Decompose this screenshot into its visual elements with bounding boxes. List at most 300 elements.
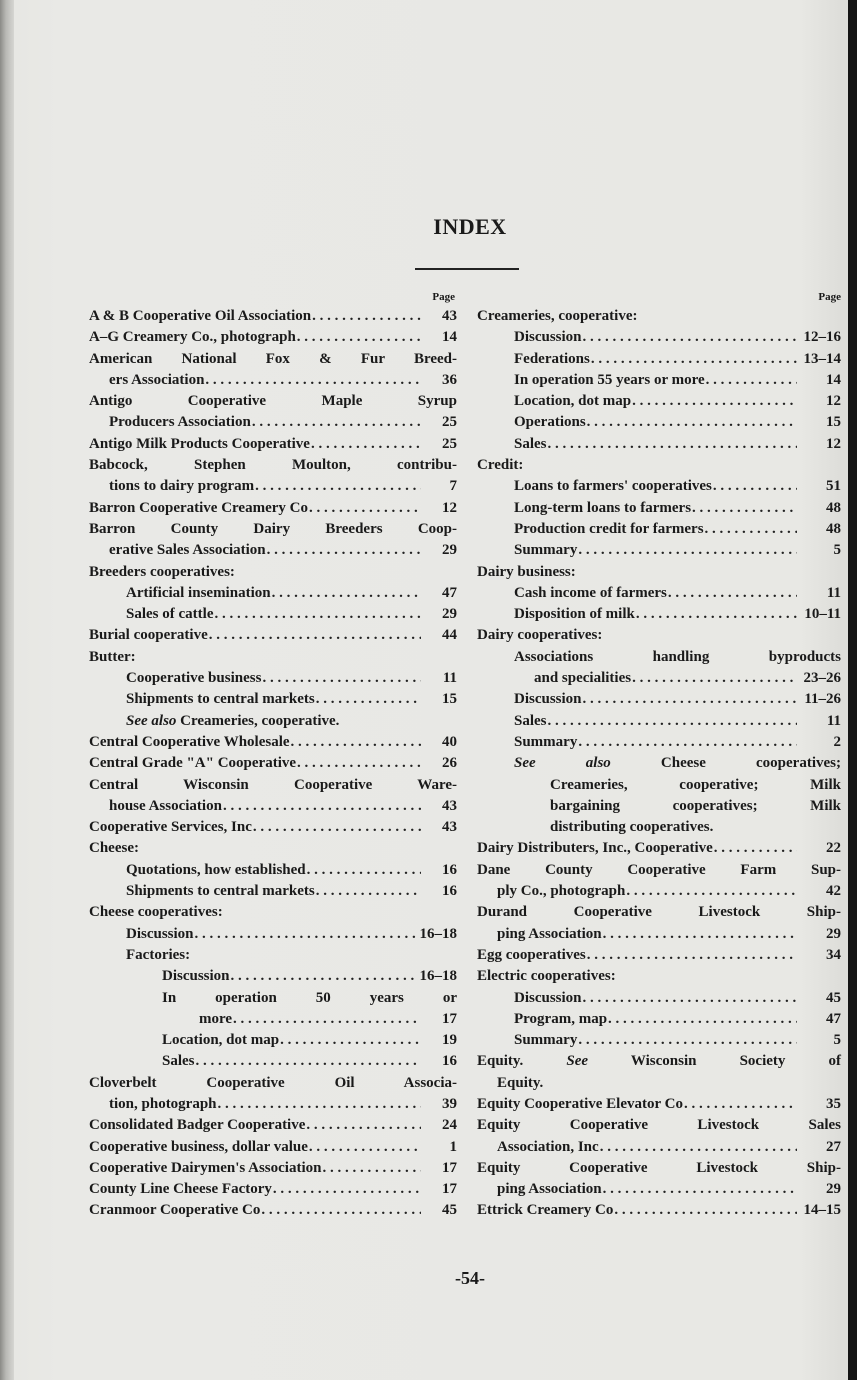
entry-page: 13–14 [803,350,841,367]
entry-page: 11 [826,584,841,601]
entry-line [89,370,457,391]
entry-page: 17 [442,1159,457,1176]
entry-line [477,945,841,966]
entry-text: Central Grade "A" Cooperative [89,755,297,772]
dot-leader [603,924,797,945]
entry-line [89,1094,457,1115]
dot-leader [311,434,421,455]
entry-page: 29 [826,925,841,942]
index-entry [477,689,841,710]
index-entry [89,838,457,859]
see-label: See [566,1053,589,1070]
index-entry [89,924,457,945]
index-entry [477,327,841,348]
entry-page: 16 [442,883,457,900]
entry-page: 11 [442,670,457,687]
entry-line: Equity Cooperative Livestock Sales [477,1117,841,1134]
dot-leader [668,583,797,604]
index-column-left [89,288,457,1222]
index-entry [477,838,841,859]
dot-leader [636,604,797,625]
entry-line [89,668,457,689]
entry-line [477,349,841,370]
index-entry [477,391,841,412]
entry-line: distributing cooperatives. [550,819,714,836]
dot-leader [632,668,797,689]
index-entry [89,455,457,498]
entry-text: Discussion [514,329,582,346]
dot-leader [591,349,797,370]
entry-page: 12 [442,499,457,516]
entry-line [89,498,457,519]
index-entry [89,711,457,732]
dot-leader [312,306,421,327]
entry-page: 45 [826,989,841,1006]
entry-text: Central Cooperative Wholesale [89,733,290,750]
dot-leader [218,1094,421,1115]
entry-line [477,1137,841,1158]
index-entry [477,902,841,945]
index-entry [89,902,457,923]
entry-text: and specialities [534,670,632,687]
entry-line [89,881,457,902]
entry-page: 40 [442,733,457,750]
index-entry [477,540,841,561]
entry-page: 14 [826,371,841,388]
entry-page: 16 [442,861,457,878]
dot-leader [306,1115,421,1136]
entry-text: Dairy Distributers, Inc., Cooperative [477,840,713,857]
entry-page: 22 [826,840,841,857]
entry-text: Discussion [514,691,582,708]
index-entry [477,604,841,625]
entry-page: 47 [442,584,457,601]
dot-leader [261,1200,421,1221]
page-title: INDEX [433,214,507,239]
entry-line [477,327,841,348]
dot-leader [632,391,797,412]
dot-leader [713,476,797,497]
index-entry [477,988,841,1009]
index-entry [477,945,841,966]
page-column-header: Page [432,291,455,303]
index-entries-left [89,306,457,1222]
dot-leader [272,583,421,604]
index-entry [477,583,841,604]
entry-line [89,434,457,455]
entry-line [477,370,841,391]
entry-page: 15 [826,414,841,431]
entry-text: Discussion [162,968,230,985]
entry-text: Sales of cattle [126,606,214,623]
entry-page: 51 [826,478,841,495]
dot-leader [578,540,797,561]
index-entry [477,753,841,838]
entry-line [89,1009,457,1030]
index-entry [89,1073,457,1116]
entry-text: Sales [514,435,547,452]
index-entry [89,1158,457,1179]
entry-text: Operations [514,414,586,431]
entry-line: In operation 50 years or [162,989,457,1006]
entry-page: 43 [442,819,457,836]
entry-page: 12 [826,435,841,452]
entry-text: Equity. [477,1053,524,1070]
entry-text: Loans to farmers' cooperatives [514,478,712,495]
entry-text: A–G Creamery Co., photograph [89,329,296,346]
entry-line: Factories: [126,946,191,963]
entry-line: Butter: [89,648,136,665]
index-entry [89,434,457,455]
dot-leader [583,327,797,348]
entry-line [89,689,457,710]
dot-leader [548,711,797,732]
entry-page: 25 [442,414,457,431]
dot-leader [195,924,418,945]
index-entry [477,1115,841,1158]
entry-line [477,604,841,625]
index-entry [89,1137,457,1158]
dot-leader [280,1030,421,1051]
entry-text: Location, dot map [514,393,632,410]
entry-line: Equity. [497,1074,544,1091]
entry-line [477,476,841,497]
entry-page: 44 [442,627,457,644]
dot-leader [316,689,421,710]
dot-leader [309,1137,421,1158]
entry-page: 16–18 [419,968,457,985]
entry-text: ping Association [497,1181,602,1198]
index-entry [477,519,841,540]
entry-line [89,817,457,838]
dot-leader [255,476,421,497]
index-entry [89,732,457,753]
entry-line: Breeders cooperatives: [89,563,235,580]
entry-text: Cooperative business [126,670,262,687]
index-entry [477,306,841,327]
entry-text: tions to dairy program [109,478,255,495]
entry-page: 29 [826,1181,841,1198]
dot-leader [626,881,797,902]
entry-line: American National Fox & Fur Breed- [89,350,457,367]
dot-leader [706,370,797,391]
entry-line [89,966,457,987]
entry-text: Sales [162,1053,195,1070]
entry-line [89,1115,457,1136]
index-entry [89,1200,457,1221]
book-spine-edge [0,0,14,1380]
dot-leader [307,860,421,881]
entry-text: Quotations, how established [126,861,306,878]
entry-text: Program, map [514,1010,608,1027]
entry-line: Barron County Dairy Breeders Coop- [89,520,457,537]
entry-text: In operation 55 years or more [514,371,705,388]
entry-page: 25 [442,435,457,452]
entry-page: 48 [826,499,841,516]
index-entry [89,860,457,881]
entry-line [89,711,457,732]
index-entry [477,562,841,583]
entry-page: 27 [826,1138,841,1155]
index-entry [89,604,457,625]
entry-page: 17 [442,1181,457,1198]
entry-text: Burial cooperative [89,627,208,644]
dot-leader [587,945,797,966]
index-entry [89,817,457,838]
entry-text: Egg cooperatives [477,946,586,963]
entry-line [89,476,457,497]
entry-page: 7 [449,478,457,495]
dot-leader [614,1200,797,1221]
entry-page: 5 [833,542,841,559]
entry-page: 19 [442,1032,457,1049]
entry-line [477,924,841,945]
dot-leader [233,1009,421,1030]
dot-leader [297,753,421,774]
entry-line [477,434,841,455]
dot-leader [587,412,797,433]
entry-line [477,689,841,710]
index-entry [477,732,841,753]
entry-page: 36 [442,371,457,388]
index-entry [89,775,457,818]
index-entry [89,625,457,646]
entry-line: Dairy cooperatives: [477,627,603,644]
entry-text: Discussion [126,925,194,942]
entry-page: 17 [442,1010,457,1027]
index-entry [89,349,457,392]
entry-line: Credit: [477,457,524,474]
entry-line [89,1051,457,1072]
entry-line [477,583,841,604]
entry-page: 47 [826,1010,841,1027]
page-right-edge [848,0,857,1380]
entry-page: 48 [826,520,841,537]
entry-line [477,519,841,540]
entry-line: Babcock, Stephen Moulton, contribu- [89,457,457,474]
index-entry [477,966,841,987]
dot-leader [578,1030,797,1051]
dot-leader [705,519,797,540]
index-entry [477,1094,841,1115]
index-entry [477,647,841,690]
entry-line [477,391,841,412]
dot-leader [273,1179,421,1200]
entry-text: Equity Cooperative Elevator Co [477,1095,683,1112]
index-entry [477,1030,841,1051]
index-entry [89,988,457,1031]
entry-text: Summary [514,733,578,750]
dot-leader [291,732,421,753]
entry-page: 34 [826,946,841,963]
entry-page: 15 [442,691,457,708]
dot-leader [322,1158,421,1179]
entry-text: A & B Cooperative Oil Association [89,308,312,324]
entry-page: 10–11 [804,606,841,623]
entry-line: bargaining cooperatives; Milk [550,797,841,814]
entry-line [89,1200,457,1221]
page-column-header: Page [818,291,841,303]
dot-leader [252,412,421,433]
index-entry [89,668,457,689]
dot-leader [253,817,421,838]
index-entry [477,370,841,391]
entry-line [477,498,841,519]
entry-line [477,881,841,902]
entry-text: Artificial insemination [126,584,271,601]
index-entry [89,1051,457,1072]
entry-text: Summary [514,1032,578,1049]
see-also-label: See also [514,755,611,772]
entry-line [477,1051,841,1072]
index-entry [89,498,457,519]
entry-page: 29 [442,542,457,559]
entry-line [477,711,841,732]
entry-line: Cheese: [89,840,139,857]
entry-line: Cloverbelt Cooperative Oil Associa- [89,1074,457,1091]
dot-leader [600,1137,797,1158]
index-entry [89,391,457,434]
entry-line: Antigo Cooperative Maple Syrup [89,393,457,410]
entry-line [89,860,457,881]
entry-page: 12–16 [803,329,841,346]
dot-leader [578,732,797,753]
entry-text: Wisconsin Society of [588,1053,841,1070]
dot-leader [583,689,797,710]
entry-page: 23–26 [803,670,841,687]
dot-leader [684,1094,797,1115]
entry-line [89,753,457,774]
entry-text: Cheese cooperatives; [610,755,841,772]
entry-line: Electric cooperatives: [477,968,616,985]
dot-leader [692,498,797,519]
index-entry [89,519,457,562]
entry-page: 1 [449,1138,457,1155]
dot-leader [267,540,421,561]
entry-text: Barron Cooperative Creamery Co [89,499,308,516]
index-entry [89,945,457,966]
index-entry [89,753,457,774]
entry-text: County Line Cheese Factory [89,1181,272,1198]
entry-text: Cooperative Dairymen's Association [89,1159,322,1176]
entry-page: 5 [833,1032,841,1049]
index-entries-right [477,306,841,1222]
entry-line: Dairy business: [477,563,576,580]
page-number: -54- [455,1268,485,1288]
index-entry [477,1009,841,1030]
entry-text: Cooperative Services, Inc [89,819,252,836]
entry-line [89,1179,457,1200]
entry-line: Equity Cooperative Livestock Ship- [477,1159,841,1176]
entry-text: Producers Association [109,414,251,431]
entry-page: 45 [442,1202,457,1219]
entry-line: Dane County Cooperative Farm Sup- [477,861,841,878]
dot-leader [297,327,421,348]
entry-page: 14 [442,329,457,346]
entry-text: tion, photograph [109,1095,217,1112]
dot-leader [205,370,421,391]
entry-line [89,796,457,817]
index-entry [89,689,457,710]
entry-line [89,625,457,646]
entry-text: Cranmoor Cooperative Co [89,1202,261,1219]
index-entry [89,583,457,604]
entry-line [477,540,841,561]
entry-line: Associations handling byproducts [514,648,841,665]
entry-text: Long-term loans to farmers [514,499,692,516]
entry-line [89,327,457,348]
entry-line [89,924,457,945]
entry-page: 43 [442,797,457,814]
dot-leader [548,434,797,455]
entry-line [477,988,841,1009]
title-rule [415,268,519,270]
see-also-label: See also [126,712,177,729]
entry-text: Sales [514,712,547,729]
entry-text: Discussion [514,989,582,1006]
entry-line [89,583,457,604]
entry-text: Shipments to central markets [126,883,315,900]
index-entry [89,966,457,987]
entry-text: Location, dot map [162,1032,280,1049]
entry-line: Creameries, cooperative: [477,308,638,324]
entry-text: Creameries, cooperative. [176,712,340,729]
entry-text: ply Co., photograph [497,883,626,900]
entry-text: ers Association [109,371,205,388]
index-entry [477,1051,841,1094]
entry-page: 11 [826,712,841,729]
entry-line [477,1030,841,1051]
entry-line [477,732,841,753]
index-column-right [477,288,841,1222]
entry-text: ping Association [497,925,602,942]
entry-line [89,1030,457,1051]
index-entry [89,562,457,583]
entry-text: Association, Inc [497,1138,599,1155]
dot-leader [603,1179,797,1200]
entry-text: Disposition of milk [514,606,635,623]
entry-text: Shipments to central markets [126,691,315,708]
entry-line [477,838,841,859]
entry-text: Cooperative business, dollar value [89,1138,308,1155]
entry-page: 43 [442,308,457,324]
index-entry [477,498,841,519]
index-entry [89,1115,457,1136]
entry-page: 39 [442,1095,457,1112]
dot-leader [196,1051,421,1072]
entry-line: Cheese cooperatives: [89,904,223,921]
entry-text: Consolidated Badger Cooperative [89,1117,306,1134]
entry-text: house Association [109,797,222,814]
entry-page: 14–15 [803,1202,841,1219]
entry-line [89,732,457,753]
dot-leader [209,625,421,646]
dot-leader [608,1009,797,1030]
index-entry [477,711,841,732]
entry-text: Federations [514,350,590,367]
entry-line [89,1137,457,1158]
entry-page: 16 [442,1053,457,1070]
entry-line [89,412,457,433]
entry-line [477,412,841,433]
entry-page: 42 [826,883,841,900]
dot-leader [714,838,797,859]
dot-leader [316,881,421,902]
entry-text: Antigo Milk Products Cooperative [89,435,310,452]
entry-line [89,604,457,625]
dot-leader [231,966,418,987]
index-entry [477,1158,841,1201]
